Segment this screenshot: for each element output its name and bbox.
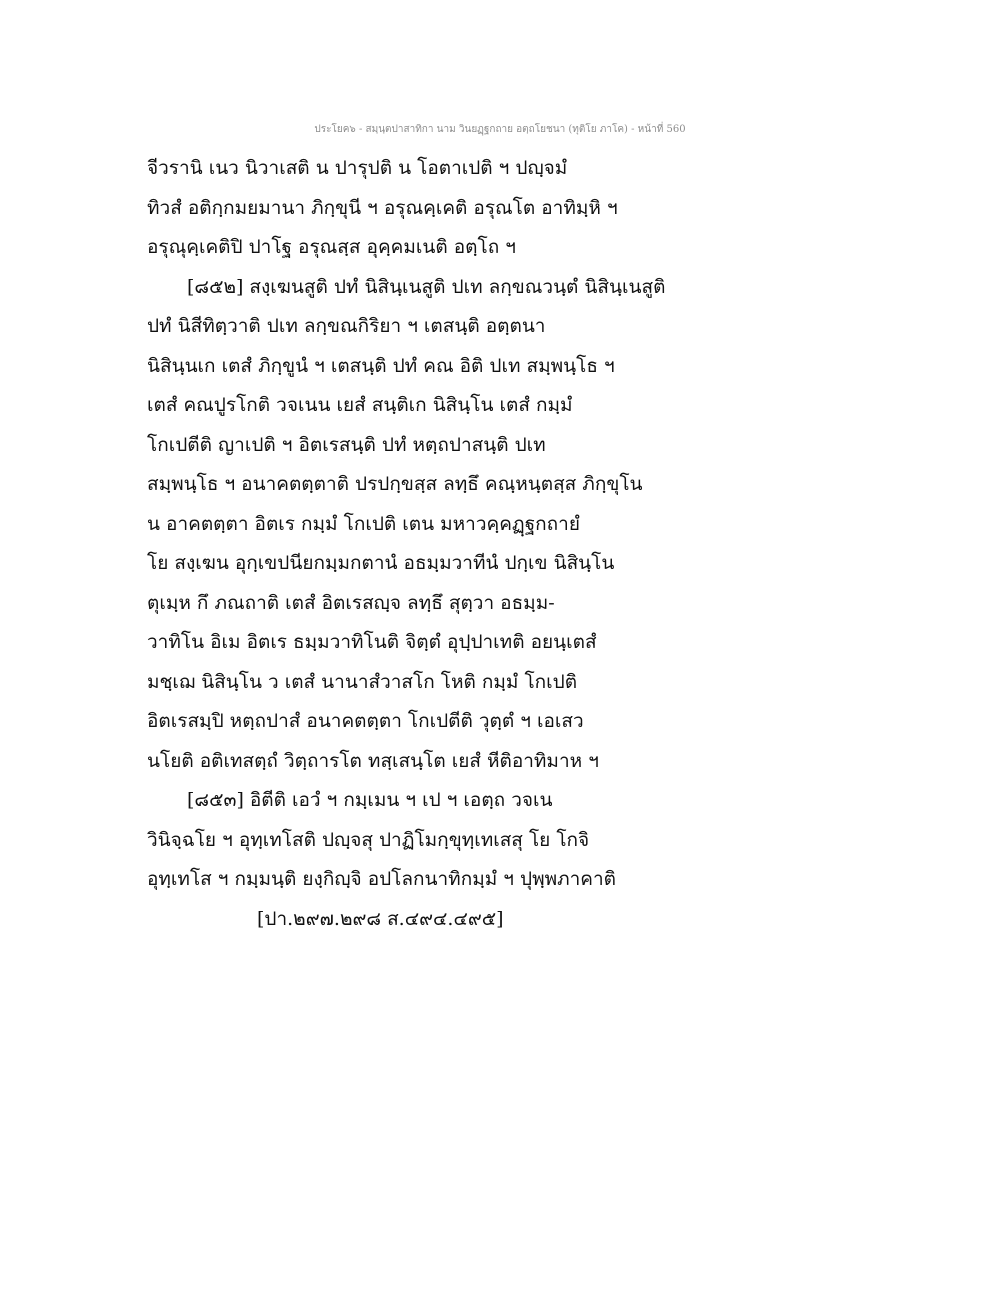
text-line: เตสํ คณปูรโกติ วจเนน เยสํ สนฺติเก นิสินฺโน เตสํ กมฺมํ — [147, 394, 573, 416]
text-line: โย สงฺเฆน อุกฺเขปนียกมฺมกตานํ อธมฺมวาทีนํ ปกฺเข นิสินฺโน — [147, 552, 615, 574]
running-header: ประโยค๖ - สมฺนฺตปาสาทิกา นาม วินยฏฺฐกถาย อตฺถโยชนา (ทุติโย ภาโค) - หน้าที่ 560 — [314, 124, 686, 135]
text-line: จีวรานิ เนว นิวาเสติ น ปารุปติ น โอตาเปติ ฯ ปญฺจมํ — [147, 157, 568, 179]
text-line: อุทฺเทโส ฯ กมฺมนฺติ ยงฺกิญฺจิ อปโลกนาทิกมฺมํ ฯ ปุพฺพภาคาติ — [147, 868, 617, 890]
text-line: อิตเรสมฺปิ หตฺถปาสํ อนาคตตฺตา โกเปตีติ วุตฺตํ ฯ เอเสว — [147, 710, 584, 732]
text-line: สมฺพนฺโธ ฯ อนาคตตฺตาติ ปรปกฺขสฺส ลทฺธึ คณฺหนฺตสฺส ภิกฺขุโน — [147, 473, 643, 495]
paragraph-start-852: [๘๕๒] สงฺเฆนสูติ ปทํ นิสินฺเนสูติ ปเท ลกฺขณวนฺตํ นิสินฺเนสูติ — [187, 275, 666, 298]
text-line: อรุณุคฺเคติปิ ปาโฐ อรุณสฺส อุคฺคมเนติ อตฺโถ ฯ — [147, 236, 516, 258]
text-line: วาทิโน อิเม อิตเร ธมฺมวาทิโนติ จิตฺตํ อุปฺปาเทติ อยนฺเตสํ — [147, 631, 597, 653]
paragraph-start-853: [๘๕๓] อิตีติ เอวํ ฯ กมฺเมน ฯ เป ฯ เอตฺถ วจเน — [187, 789, 553, 811]
text-line: ปทํ นิสีทิตฺวาติ ปเท ลกฺขณกิริยา ฯ เตสนฺติ อตฺตนา — [147, 315, 546, 337]
text-line: ทิวสํ อติกฺกมยมานา ภิกฺขุนี ฯ อรุณคฺเคติ อรุณโต อาทิมฺหิ ฯ — [147, 196, 618, 219]
text-line: มชฺเฌ นิสินฺโน ว เตสํ นานาสํวาสโก โหติ กมฺมํ โกเปติ — [147, 670, 578, 693]
text-line: ตุเมฺห กึ ภณถาติ เตสํ อิตเรสญฺจ ลทฺธึ สุตฺวา อธมฺม- — [147, 591, 555, 614]
text-line: วินิจฺฉโย ฯ อุทฺเทโสติ ปญฺจสุ ปาฏิโมกฺขุทฺเทเสสุ โย โกจิ — [147, 828, 590, 851]
text-line: นโยติ อติเทสตฺถํ วิตฺถารโต ทสฺเสนฺโต เยสํ หีติอาทิมาห ฯ — [147, 749, 599, 772]
page-reference: [ปา.๒๙๗.๒๙๘ ส.๔๙๔.๔๙๕] — [257, 907, 504, 930]
text-line: โกเปตีติ ญาเปติ ฯ อิตเรสนฺติ ปทํ หตฺถปาสนฺติ ปเท — [147, 433, 546, 456]
text-line: น อาคตตฺตา อิตเร กมฺมํ โกเปติ เตน มหาวคฺคฏฺฐกถายํ — [147, 512, 580, 535]
text-line: นิสินฺนเก เตสํ ภิกฺขูนํ ฯ เตสนฺติ ปทํ คณ อิติ ปเท สมฺพนฺโธ ฯ — [147, 354, 615, 377]
